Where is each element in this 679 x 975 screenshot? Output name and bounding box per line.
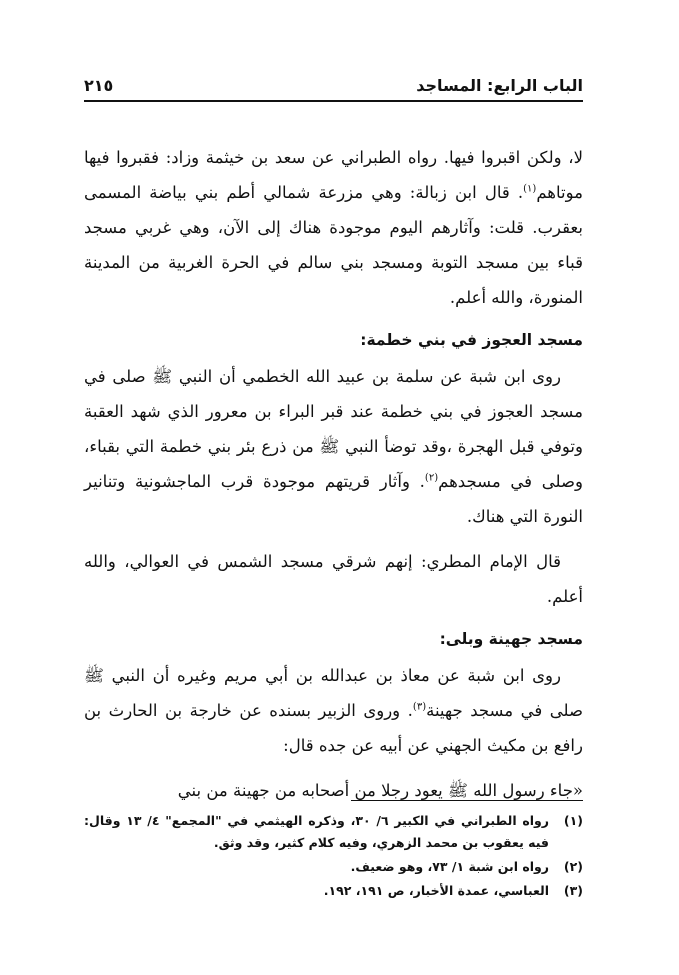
paragraph-1-text-a: لا، ولكن اقبروا فيها. رواه الطبراني عن سعد بن خيثمة وزاد: فقبروا فيها موتاهم: [84, 148, 583, 202]
section-heading-juhayna-mosque: مسجد جهينة وبلى:: [439, 630, 583, 648]
footnote-text: العباسي، عمدة الأخبار، ص ١٩١، ١٩٢.: [323, 883, 549, 898]
paragraph-2: [84, 359, 583, 534]
paragraph-4-text-b: . وروى الزبير بسنده عن خارجة بن الحارث بن رافع بن مكيث الجهني عن أبيه عن جده قال:: [84, 701, 583, 755]
footnote-ref-3: (٣): [412, 701, 427, 713]
section-heading-ajouz-mosque: مسجد العجوز في بني خطمة:: [360, 331, 583, 349]
footnote-number: (٢): [563, 859, 583, 874]
footnote-number: (٣): [563, 883, 583, 898]
footnote-text: رواه ابن شبة ١/ ٧٣، وهو ضعيف.: [350, 859, 549, 874]
paragraph-4-text-a: روى ابن شبة عن معاذ بن عبدالله بن أبي مريم وغيره أن النبي ﷺ صلى في مسجد جهينة: [84, 666, 583, 720]
footnote-ref-1: (١): [523, 183, 537, 195]
running-title: الباب الرابع: المساجد: [416, 76, 583, 95]
footnote-number: (١): [563, 813, 583, 828]
paragraph-1: [84, 140, 583, 315]
paragraph-2-text-b: . وآثار قريتهم موجودة قرب الماجشونية وتنانير النورة التي هناك.: [84, 472, 583, 526]
paragraph-5: «جاء رسول الله ﷺ يعود رجلا من أصحابه من جهينة من بني: [177, 781, 583, 800]
page-header: [84, 72, 583, 102]
paragraph-4: [84, 658, 583, 763]
footnote-ref-2: (٢): [424, 472, 439, 484]
page-number: ٢١٥: [84, 76, 114, 95]
footnote-text: رواه الطبراني في الكبير ٦/ ٣٠، وذكره الهيثمي في "المجمع" ٤/ ١٣ وقال: فيه يعقوب بن محمد الزهري، وفيه كلام كثير، وقد وثق.: [84, 813, 549, 850]
footnote-2: [84, 856, 583, 878]
paragraph-3: قال الإمام المطري: إنهم شرقي مسجد الشمس في العوالي، والله أعلم.: [84, 552, 583, 606]
paragraph-1-text-b: . قال ابن زبالة: وهي مزرعة شمالي أطم بني بياضة المسمى بعقرب. قلت: وآثارهم اليوم موجودة هناك إلى الآن، وهي غربي مسجد قباء بين مسجد التوبة ومسجد بني سالم في الحرة الغربية من المدينة المنورة، والله أعلم.: [84, 183, 583, 307]
footnote-1: [84, 810, 583, 854]
footnote-3: [84, 880, 583, 902]
paragraph-2-text-a: روى ابن شبة عن سلمة بن عبيد الله الخطمي أن النبي ﷺ صلى في مسجد العجوز في بني خطمة عند قبر البراء بن معرور الذي شهد العقبة وتوفي قبل الهجرة ،وقد توضأ النبي ﷺ من ذرع بئر بني خطمة التي بقباء، وصلى في مسجدهم: [84, 367, 583, 491]
footnotes: [84, 810, 583, 904]
footnote-separator: [351, 800, 583, 801]
main-text: [84, 140, 583, 818]
